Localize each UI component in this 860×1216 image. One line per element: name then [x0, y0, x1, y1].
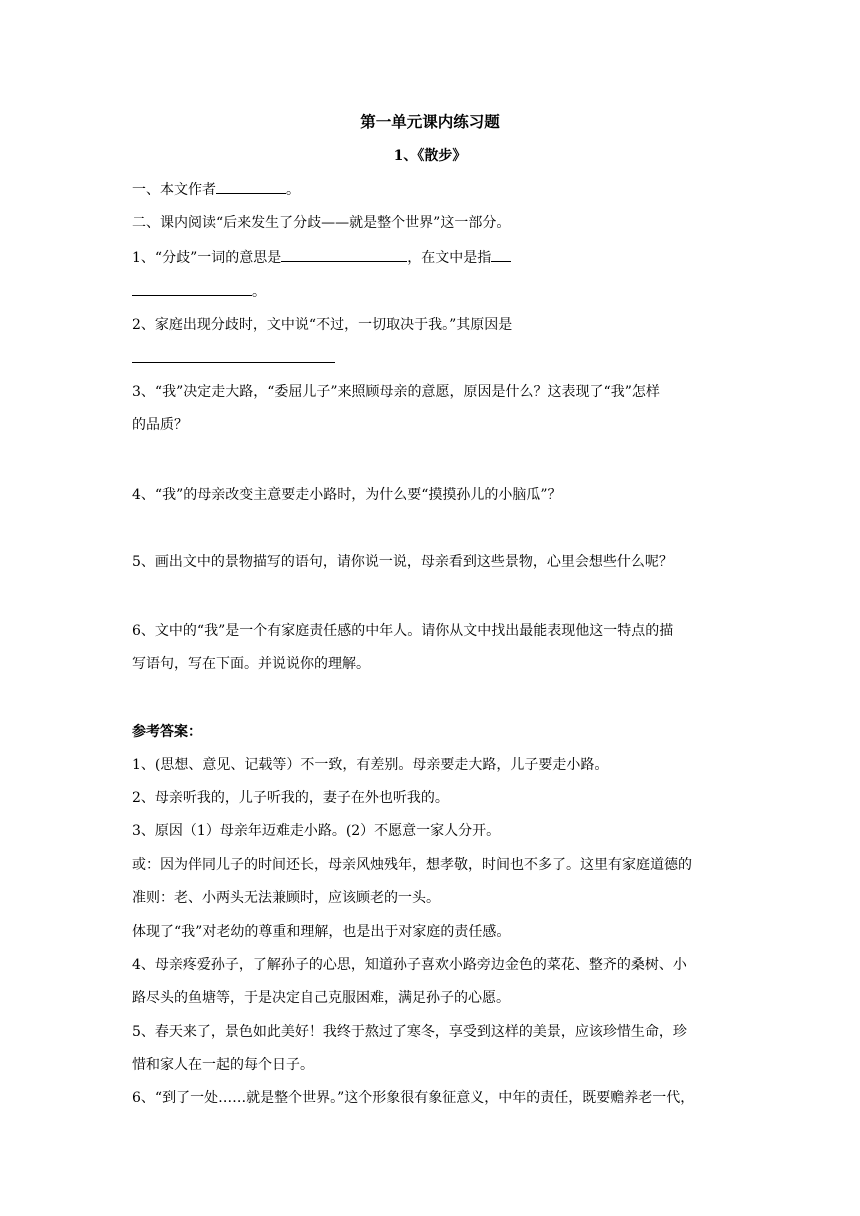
question-3-line-1: 3、“我”决定走大路，“委屈儿子”来照顾母亲的意愿，原因是什么？这表现了“我”怎样 [132, 384, 660, 400]
answers-heading: 参考答案： [132, 724, 202, 740]
question-5: 5、画出文中的景物描写的语句，请你说一说，母亲看到这些景物，心里会想些什么呢？ [132, 554, 673, 570]
answer-1: 1、(思想、意见、记载等）不一致，有差别。母亲要走大路，儿子要走小路。 [132, 757, 609, 773]
answer-6-line-1: 6、“到了一处……就是整个世界。”这个形象很有象征意义，中年的责任，既要赡养老一代， [132, 1090, 695, 1106]
question-1-text: 1、“分歧”一词的意思是 [132, 250, 282, 266]
question-author [132, 179, 300, 200]
question-3-line-2: 的品质？ [132, 417, 188, 433]
answer-3-line-4: 体现了“我”对老幼的尊重和理解，也是出于对家庭的责任感。 [132, 924, 511, 940]
answer-blank [216, 179, 286, 194]
answer-3-line-1: 3、原因（1）母亲年迈难走小路。(2）不愿意一家人分开。 [132, 823, 501, 839]
lesson-subtitle: 1、《散步》 [393, 148, 467, 164]
question-2: 2、家庭出现分歧时，文中说“不过，一切取决于我。”其原因是 [132, 317, 513, 333]
answer-blank [491, 247, 511, 262]
answer-4-line-1: 4、母亲疼爱孙子，了解孙子的心思，知道孙子喜欢小路旁边金色的菜花、整齐的桑树、小 [132, 957, 687, 973]
question-1-continued [132, 281, 266, 302]
question-author-end: 。 [286, 182, 300, 198]
answer-4-line-2: 路尽头的鱼塘等，于是决定自己克服困难，满足孙子的心愿。 [132, 990, 510, 1006]
question-4: 4、“我”的母亲改变主意要走小路时，为什么要“摸摸孙儿的小脑瓜”？ [132, 487, 562, 503]
answer-2: 2、母亲听我的，儿子听我的，妻子在外也听我的。 [132, 790, 449, 806]
question-1 [132, 247, 511, 268]
answer-3-line-3: 准则：老、小两头无法兼顾时，应该顾老的一头。 [132, 890, 440, 906]
question-6-line-1: 6、文中的“我”是一个有家庭责任感的中年人。请你从文中找出最能表现他这一特点的描 [132, 623, 674, 639]
document-title: 第一单元课内练习题 [360, 112, 500, 131]
question-6-line-2: 写语句，写在下面。并说说你的理解。 [132, 656, 370, 672]
answer-5-line-1: 5、春天来了，景色如此美好！我终于熬过了寒冬，享受到这样的美景，应该珍惜生命，珍 [132, 1024, 687, 1040]
answer-blank [132, 281, 252, 296]
answer-line [132, 362, 335, 363]
answer-blank [281, 247, 407, 262]
question-author-text: 一、本文作者 [132, 182, 216, 198]
answer-5-line-2: 惜和家人在一起的每个日子。 [132, 1057, 314, 1073]
question-reading-instruction: 二、课内阅读“后来发生了分歧——就是整个世界”这一部分。 [132, 215, 511, 231]
answer-3-line-2: 或：因为伴同儿子的时间还长，母亲风烛残年，想孝敬，时间也不多了。这里有家庭道德的 [132, 857, 692, 873]
question-1-end: 。 [252, 284, 266, 300]
question-1-text-2: ，在文中是指 [407, 250, 492, 266]
